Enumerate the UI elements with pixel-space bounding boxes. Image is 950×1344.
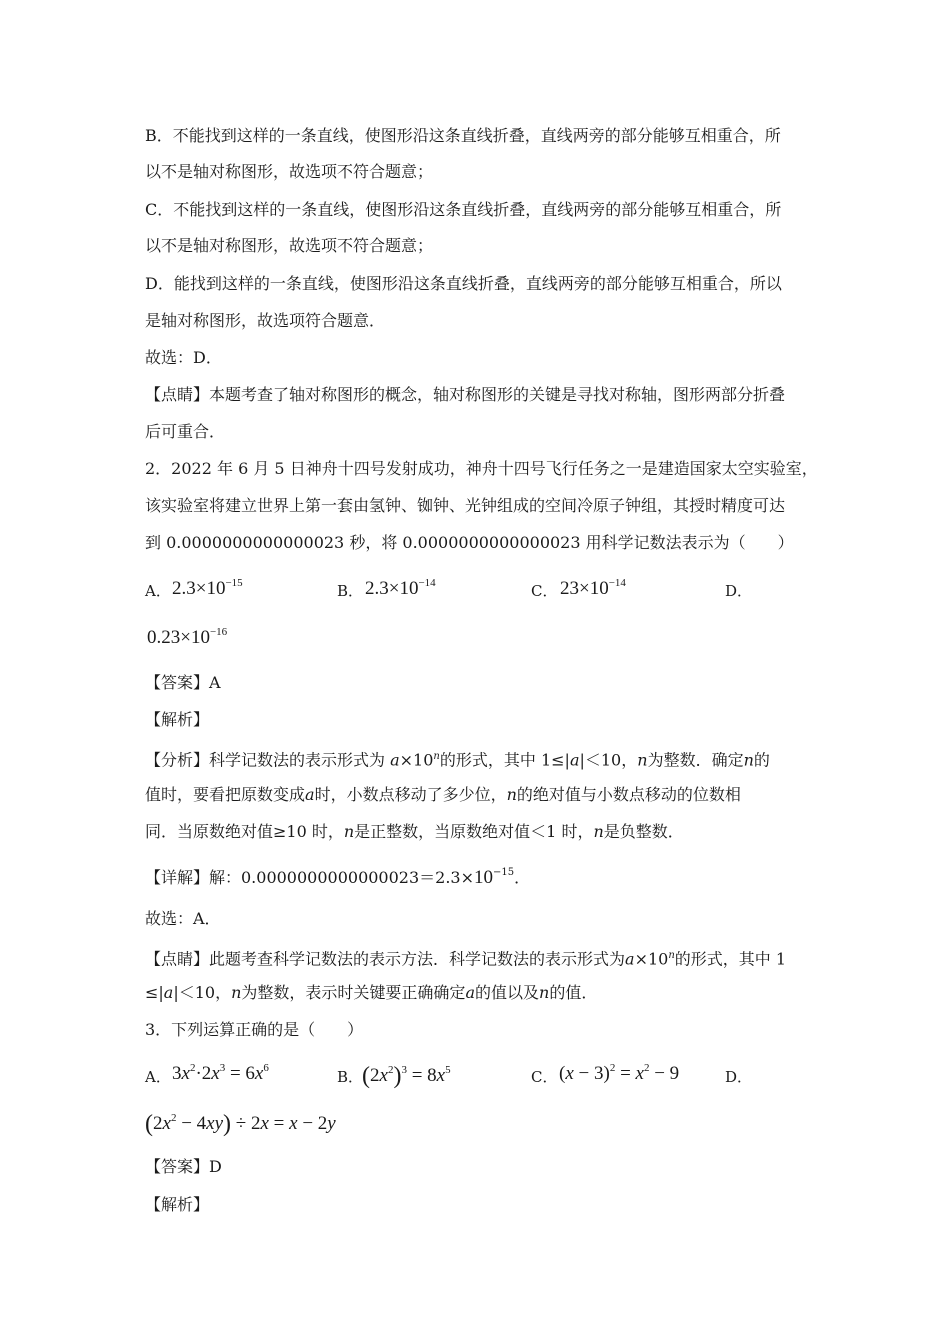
analysis-line: 同．当原数绝对值≥10 时，n是正整数，当原数绝对值＜1 时，n是负整数．: [145, 822, 684, 841]
option-c-math: $(x - 3)^2 = x^2 - 9$: [559, 1062, 680, 1084]
answer-line: 【答案】A: [145, 673, 221, 692]
question-2-stem: 2．2022 年 6 月 5 日神舟十四号发射成功，神舟十四号飞行任务之一是建造国家太空实验室，: [145, 459, 818, 478]
option-b-math: $2.3\times 10^{-14}$: [365, 577, 436, 599]
text-line: 【点睛】本题考查了轴对称图形的概念，轴对称图形的关键是寻找对称轴，图形两部分折叠: [145, 385, 786, 404]
text-line: 是轴对称图形，故选项符合题意．: [145, 311, 386, 330]
analysis-line: 【分析】科学记数法的表示形式为 $a\times 10^n$的形式，其中 1≤|a|＜10，n为整数．确定n的: [145, 750, 770, 770]
text-line: 以不是轴对称图形，故选项不符合题意；: [145, 162, 434, 181]
option-d-label: D．: [725, 1068, 753, 1086]
option-a-label: A．: [145, 582, 171, 600]
option-a-math: $2.3\times 10^{-15}$: [172, 577, 243, 599]
option-c-label: C．: [531, 582, 558, 600]
option-c-math: $23\times 10^{-14}$: [560, 577, 626, 599]
option-b-label: B．: [337, 1068, 364, 1086]
option-a-label: A．: [145, 1068, 171, 1086]
text-line: 故选：D．: [145, 348, 222, 367]
comment-line: ≤|a|＜10，n为整数，表示时关键要正确确定a的值以及n的值．: [145, 983, 598, 1002]
option-d-math: $(2x^2 - 4xy) \div 2x = x - 2y$: [145, 1111, 336, 1137]
question-2-stem: 到 0.0000000000000023 秒，将 0.0000000000000023 用科学记数法表示为（ ）: [145, 533, 794, 552]
answer-line: 【答案】D: [145, 1157, 222, 1176]
text-line: 以不是轴对称图形，故选项不符合题意；: [145, 236, 434, 255]
comment-line: 【点睛】此题考查科学记数法的表示方法．科学记数法的表示形式为$a\times 10^n$的形式，其中 1: [145, 949, 787, 969]
option-d-label: D．: [725, 582, 753, 600]
option-a-math: $3x^2\cdot 2x^3 = 6x^6$: [172, 1062, 269, 1084]
detail-line: 【详解】解：$0.0000000000000023=2.3\times 10^{-15}$．: [145, 867, 531, 888]
text-line: 故选：A．: [145, 909, 221, 928]
option-c-label: C．: [531, 1068, 558, 1086]
text-line: 后可重合．: [145, 422, 226, 441]
text-line: C．不能找到这样的一条直线，使图形沿这条直线折叠，直线两旁的部分能够互相重合，所: [145, 200, 782, 219]
analysis-heading: 【解析】: [145, 710, 210, 729]
analysis-heading: 【解析】: [145, 1195, 210, 1214]
text-line: D．能找到这样的一条直线，使图形沿这条直线折叠，直线两旁的部分能够互相重合，所以: [145, 274, 782, 293]
option-d-math: $0.23\times 10^{-16}$: [147, 626, 228, 648]
analysis-line: 值时，要看把原数变成a时，小数点移动了多少位，n的绝对值与小数点移动的位数相: [145, 785, 741, 804]
question-3-stem: 3．下列运算正确的是（ ）: [145, 1020, 364, 1039]
option-b-math: $(2x^2)^3 = 8x^5$: [362, 1063, 451, 1089]
question-2-stem: 该实验室将建立世界上第一套由氢钟、铷钟、光钟组成的空间冷原子钟组，其授时精度可达: [145, 496, 786, 515]
option-b-label: B．: [337, 582, 364, 600]
text-line: B．不能找到这样的一条直线，使图形沿这条直线折叠，直线两旁的部分能够互相重合，所: [145, 126, 781, 145]
